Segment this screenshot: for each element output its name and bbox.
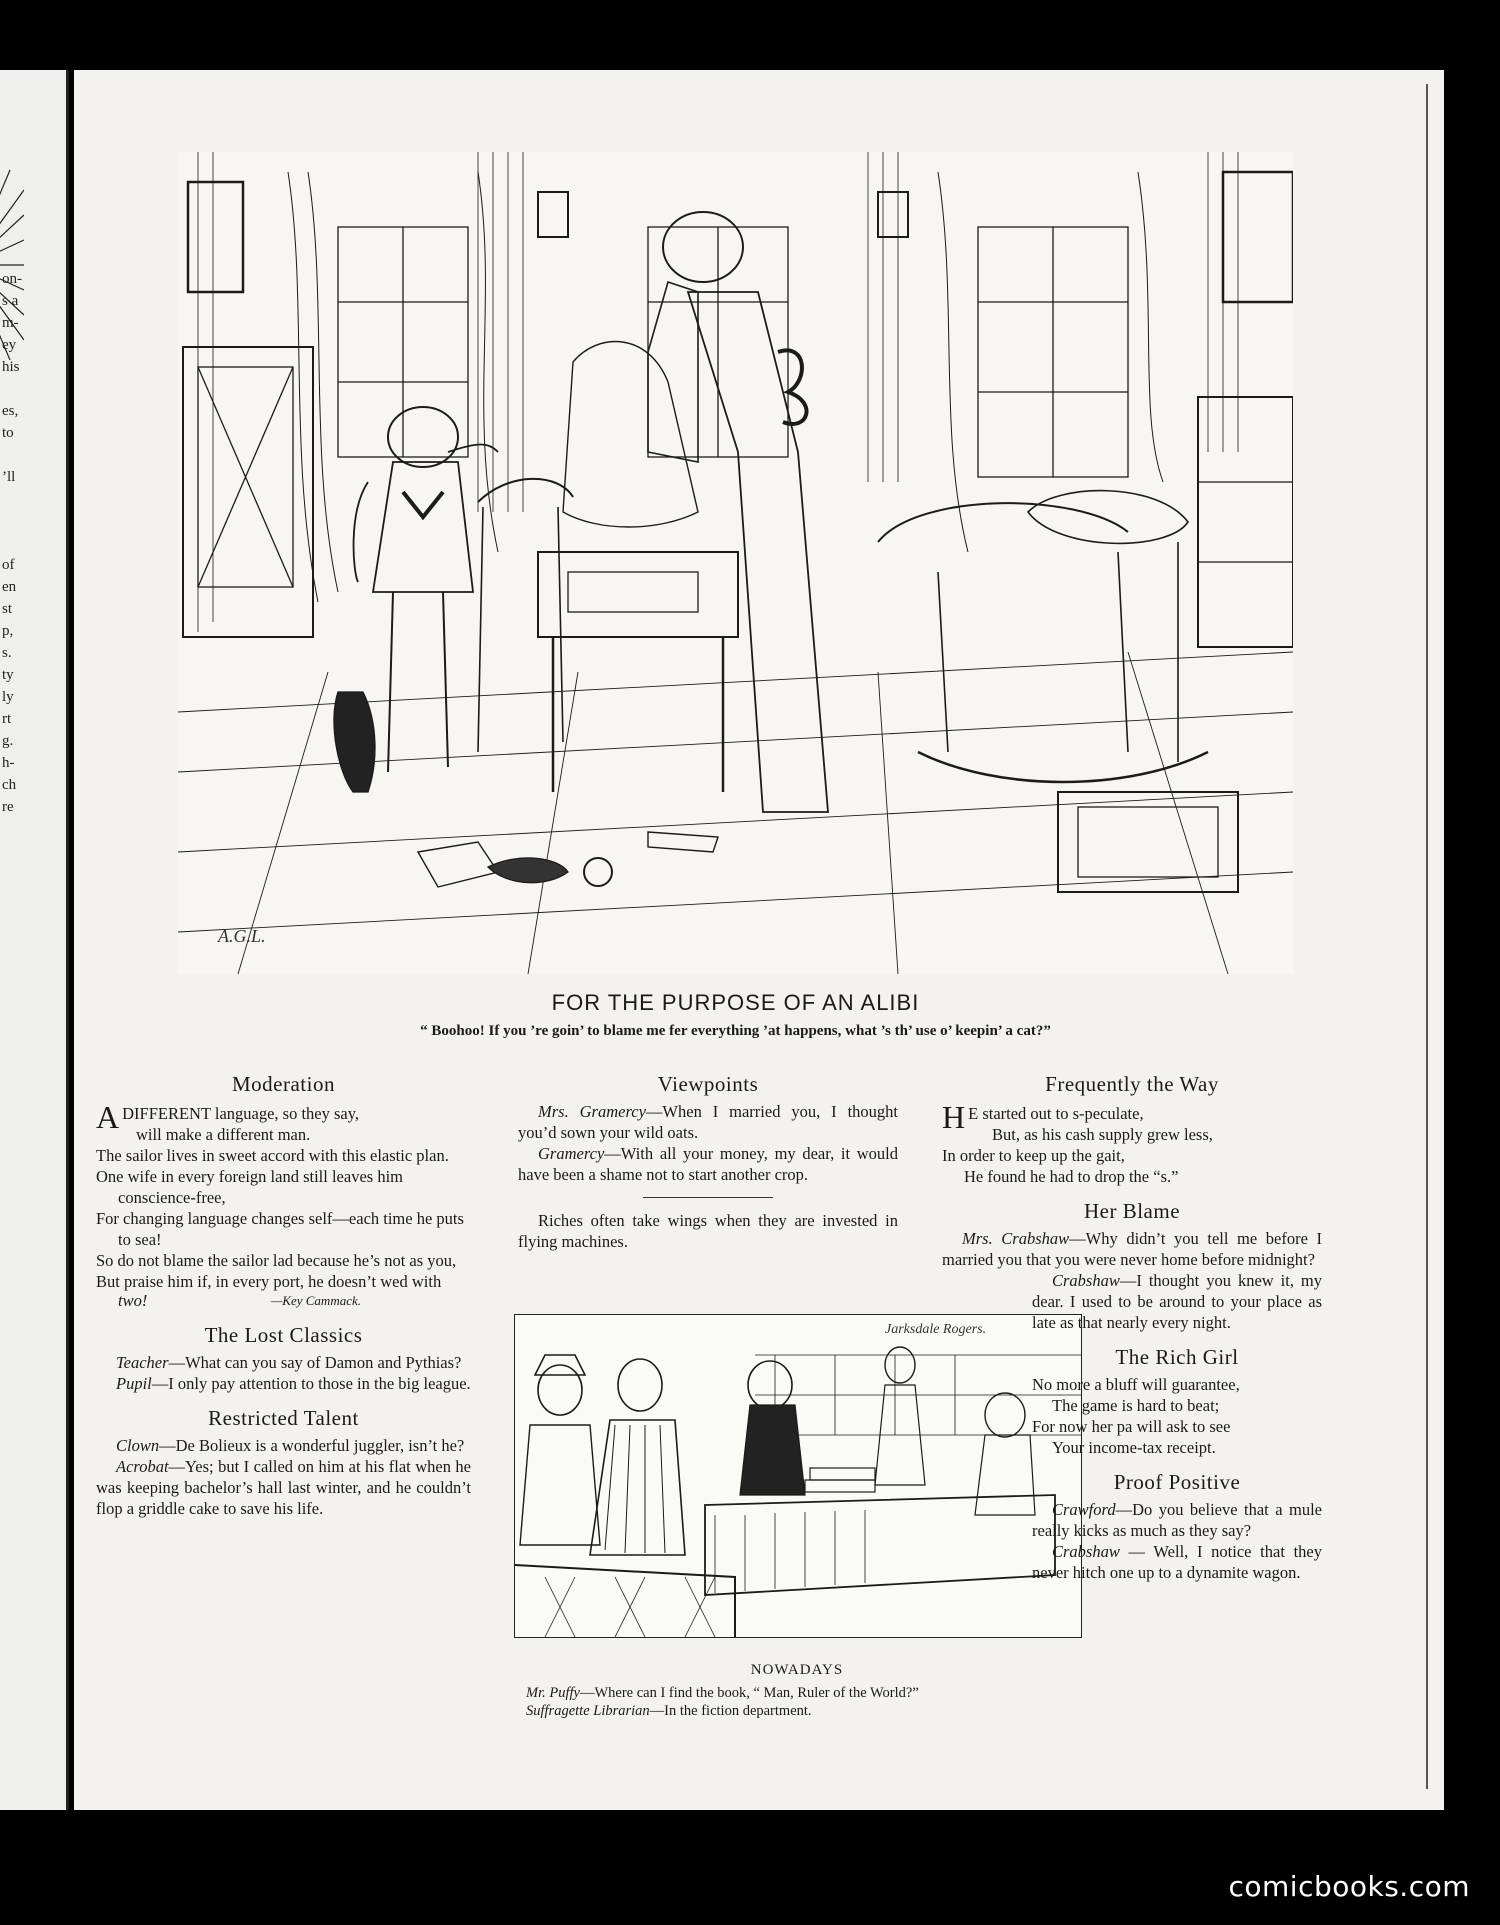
- adjacent-text-fragment: ey: [2, 337, 17, 353]
- dialogue-line: —Do you believe that a mule really kicks as much as they say?: [1032, 1500, 1322, 1540]
- speaker-name: Acrobat: [116, 1457, 169, 1476]
- dialogue-line: —When I married you, I thought you’d sown your wild oats.: [518, 1102, 899, 1142]
- column-middle: [518, 1074, 898, 1252]
- dialogue-line: —Why didn’t you tell me before I married you that you were never home before midnight?: [942, 1229, 1322, 1269]
- lost-classics-joke: [96, 1325, 471, 1394]
- adjacent-text-fragment: rt: [2, 711, 12, 727]
- adjacent-text-fragment: st: [2, 601, 13, 617]
- dialogue-line: —I only pay attention to those in the big league.: [151, 1374, 471, 1393]
- poem-line: For now her pa will ask to see: [1032, 1417, 1231, 1436]
- adjacent-text-fragment: s a: [2, 293, 19, 309]
- adjacent-text-fragment: his: [2, 359, 20, 375]
- riches-quip: Riches often take wings when they are invested in flying machines.: [518, 1211, 898, 1251]
- dialogue-line: —Yes; but I called on him at his flat when he was keeping bachelor’s hall last winter, and he couldn’t flop a griddle cake to save his life.: [96, 1457, 471, 1518]
- adjacent-text-fragment: ch: [2, 777, 17, 793]
- adjacent-text-fragment: m-: [2, 315, 19, 331]
- poem-line: In order to keep up the gait,: [942, 1146, 1125, 1165]
- rich-girl-poem: [1032, 1347, 1322, 1458]
- speaker-name: Mrs. Gramercy: [538, 1102, 646, 1121]
- speaker-name: Clown: [116, 1436, 160, 1455]
- her-blame-joke: [942, 1201, 1322, 1333]
- column-right: [942, 1074, 1322, 1583]
- nowadays-caption: [526, 1684, 1086, 1720]
- dialogue-line: —What can you say of Damon and Pythias?: [168, 1353, 462, 1372]
- adjacent-text-fragment: es,: [2, 403, 19, 419]
- page-frame: [86, 84, 1428, 1789]
- lost-classics-heading: The Lost Classics: [204, 1323, 363, 1347]
- frequently-heading: Frequently the Way: [1045, 1072, 1219, 1096]
- restricted-talent-heading: Restricted Talent: [208, 1406, 359, 1430]
- speaker-name: Mrs. Crabshaw: [962, 1229, 1070, 1248]
- poem-line: E started out to s-peculate,: [968, 1104, 1144, 1123]
- poem-line: The sailor lives in sweet accord with this elastic plan.: [96, 1146, 449, 1165]
- viewpoints-heading: Viewpoints: [657, 1072, 759, 1096]
- dialogue-line: —De Bolieux is a wonderful juggler, isn’t he?: [159, 1436, 465, 1455]
- magazine-page: [74, 70, 1444, 1810]
- adjacent-text-fragment: p,: [2, 623, 14, 639]
- poem-line: But, as his cash supply grew less,: [992, 1125, 1213, 1144]
- main-cartoon-caption: “ Boohoo! If you ’re goin’ to blame me fer everything ’at happens, what ’s th’ use o’ keepin’ a cat?”: [420, 1023, 1051, 1039]
- adjacent-text-fragment: h-: [2, 755, 15, 771]
- poem-line: One wife in every foreign land still leaves him conscience-free,: [96, 1167, 403, 1207]
- speaker-name: Mr. Puffy: [526, 1685, 580, 1701]
- poem-line: No more a bluff will guarantee,: [1032, 1375, 1240, 1394]
- poem-line: two!: [118, 1291, 148, 1310]
- adjacent-text-fragment: on-: [2, 271, 22, 287]
- adjacent-text-fragment: to: [2, 425, 14, 441]
- section-divider: [643, 1197, 773, 1198]
- adjacent-text-fragment: ly: [2, 689, 14, 705]
- drop-cap-h: H: [942, 1099, 966, 1135]
- svg-text:A.G.L.: A.G.L.: [218, 926, 266, 946]
- adjacent-text-fragment: s.: [2, 645, 12, 661]
- speaker-name: Crawford: [1052, 1500, 1116, 1519]
- poem-line: But praise him if, in every port, he doesn’t wed with: [96, 1272, 442, 1291]
- nowadays-title: NOWADAYS: [750, 1662, 844, 1678]
- rich-girl-heading: The Rich Girl: [1115, 1345, 1239, 1369]
- adjacent-page-edge: [0, 70, 69, 1810]
- site-watermark: comicbooks.com: [1228, 1870, 1470, 1903]
- viewpoints-joke: [518, 1074, 898, 1185]
- poem-line: will make a different man.: [136, 1125, 311, 1144]
- adjacent-text-fragment: en: [2, 579, 17, 595]
- poem-line: So do not blame the sailor lad because he’s not as you,: [96, 1251, 457, 1270]
- adjacent-text-fragment: ’ll: [2, 469, 16, 485]
- dialogue-line: —I thought you knew it, my dear. I used to be around to your place as late as that nearly every night.: [1032, 1271, 1322, 1332]
- restricted-talent-joke: [96, 1408, 471, 1519]
- main-cartoon-illustration: [178, 152, 1293, 974]
- dialogue-line: — Well, I notice that they never hitch one up to a dynamite wagon.: [1032, 1542, 1322, 1582]
- dialogue-line: —Where can I find the book, “ Man, Ruler of the World?”: [579, 1685, 919, 1701]
- dialogue-line: —In the fiction department.: [649, 1703, 812, 1719]
- poem-line: He found he had to drop the “s.”: [964, 1167, 1179, 1186]
- poem-line: DIFFERENT language, so they say,: [122, 1104, 360, 1123]
- speaker-name: Teacher: [116, 1353, 169, 1372]
- main-cartoon-title: FOR THE PURPOSE OF AN ALIBI: [551, 990, 920, 1015]
- speaker-name: Pupil: [116, 1374, 152, 1393]
- adjacent-text-fragment: ty: [2, 667, 14, 683]
- speaker-name: Crabshaw: [1052, 1542, 1120, 1561]
- dialogue-line: —With all your money, my dear, it would have been a shame not to start another crop.: [518, 1144, 898, 1184]
- her-blame-heading: Her Blame: [1083, 1199, 1181, 1223]
- speaker-name: Crabshaw: [1052, 1271, 1120, 1290]
- speaker-name: Gramercy: [538, 1144, 605, 1163]
- adjacent-text-fragment: re: [2, 799, 14, 815]
- poem-line: For changing language changes self—each time he puts to sea!: [96, 1209, 464, 1249]
- column-left: [96, 1074, 471, 1519]
- artist-signature: Jarksdale Rogers.: [885, 1322, 987, 1337]
- poem-credit: —Key Cammack.: [270, 1293, 361, 1308]
- proof-positive-joke: [1032, 1472, 1322, 1583]
- adjacent-text-fragment: g.: [2, 733, 14, 749]
- proof-positive-heading: Proof Positive: [1113, 1470, 1241, 1494]
- moderation-heading: Moderation: [232, 1072, 335, 1096]
- poem-line: Your income-tax receipt.: [1052, 1438, 1216, 1457]
- frequently-the-way-poem: [942, 1074, 1322, 1187]
- speaker-name: Suffragette Librarian: [526, 1703, 650, 1719]
- adjacent-text-fragment: of: [2, 557, 15, 573]
- poem-line: The game is hard to beat;: [1052, 1396, 1220, 1415]
- moderation-poem: [96, 1074, 471, 1311]
- drop-cap-a: A: [96, 1099, 120, 1135]
